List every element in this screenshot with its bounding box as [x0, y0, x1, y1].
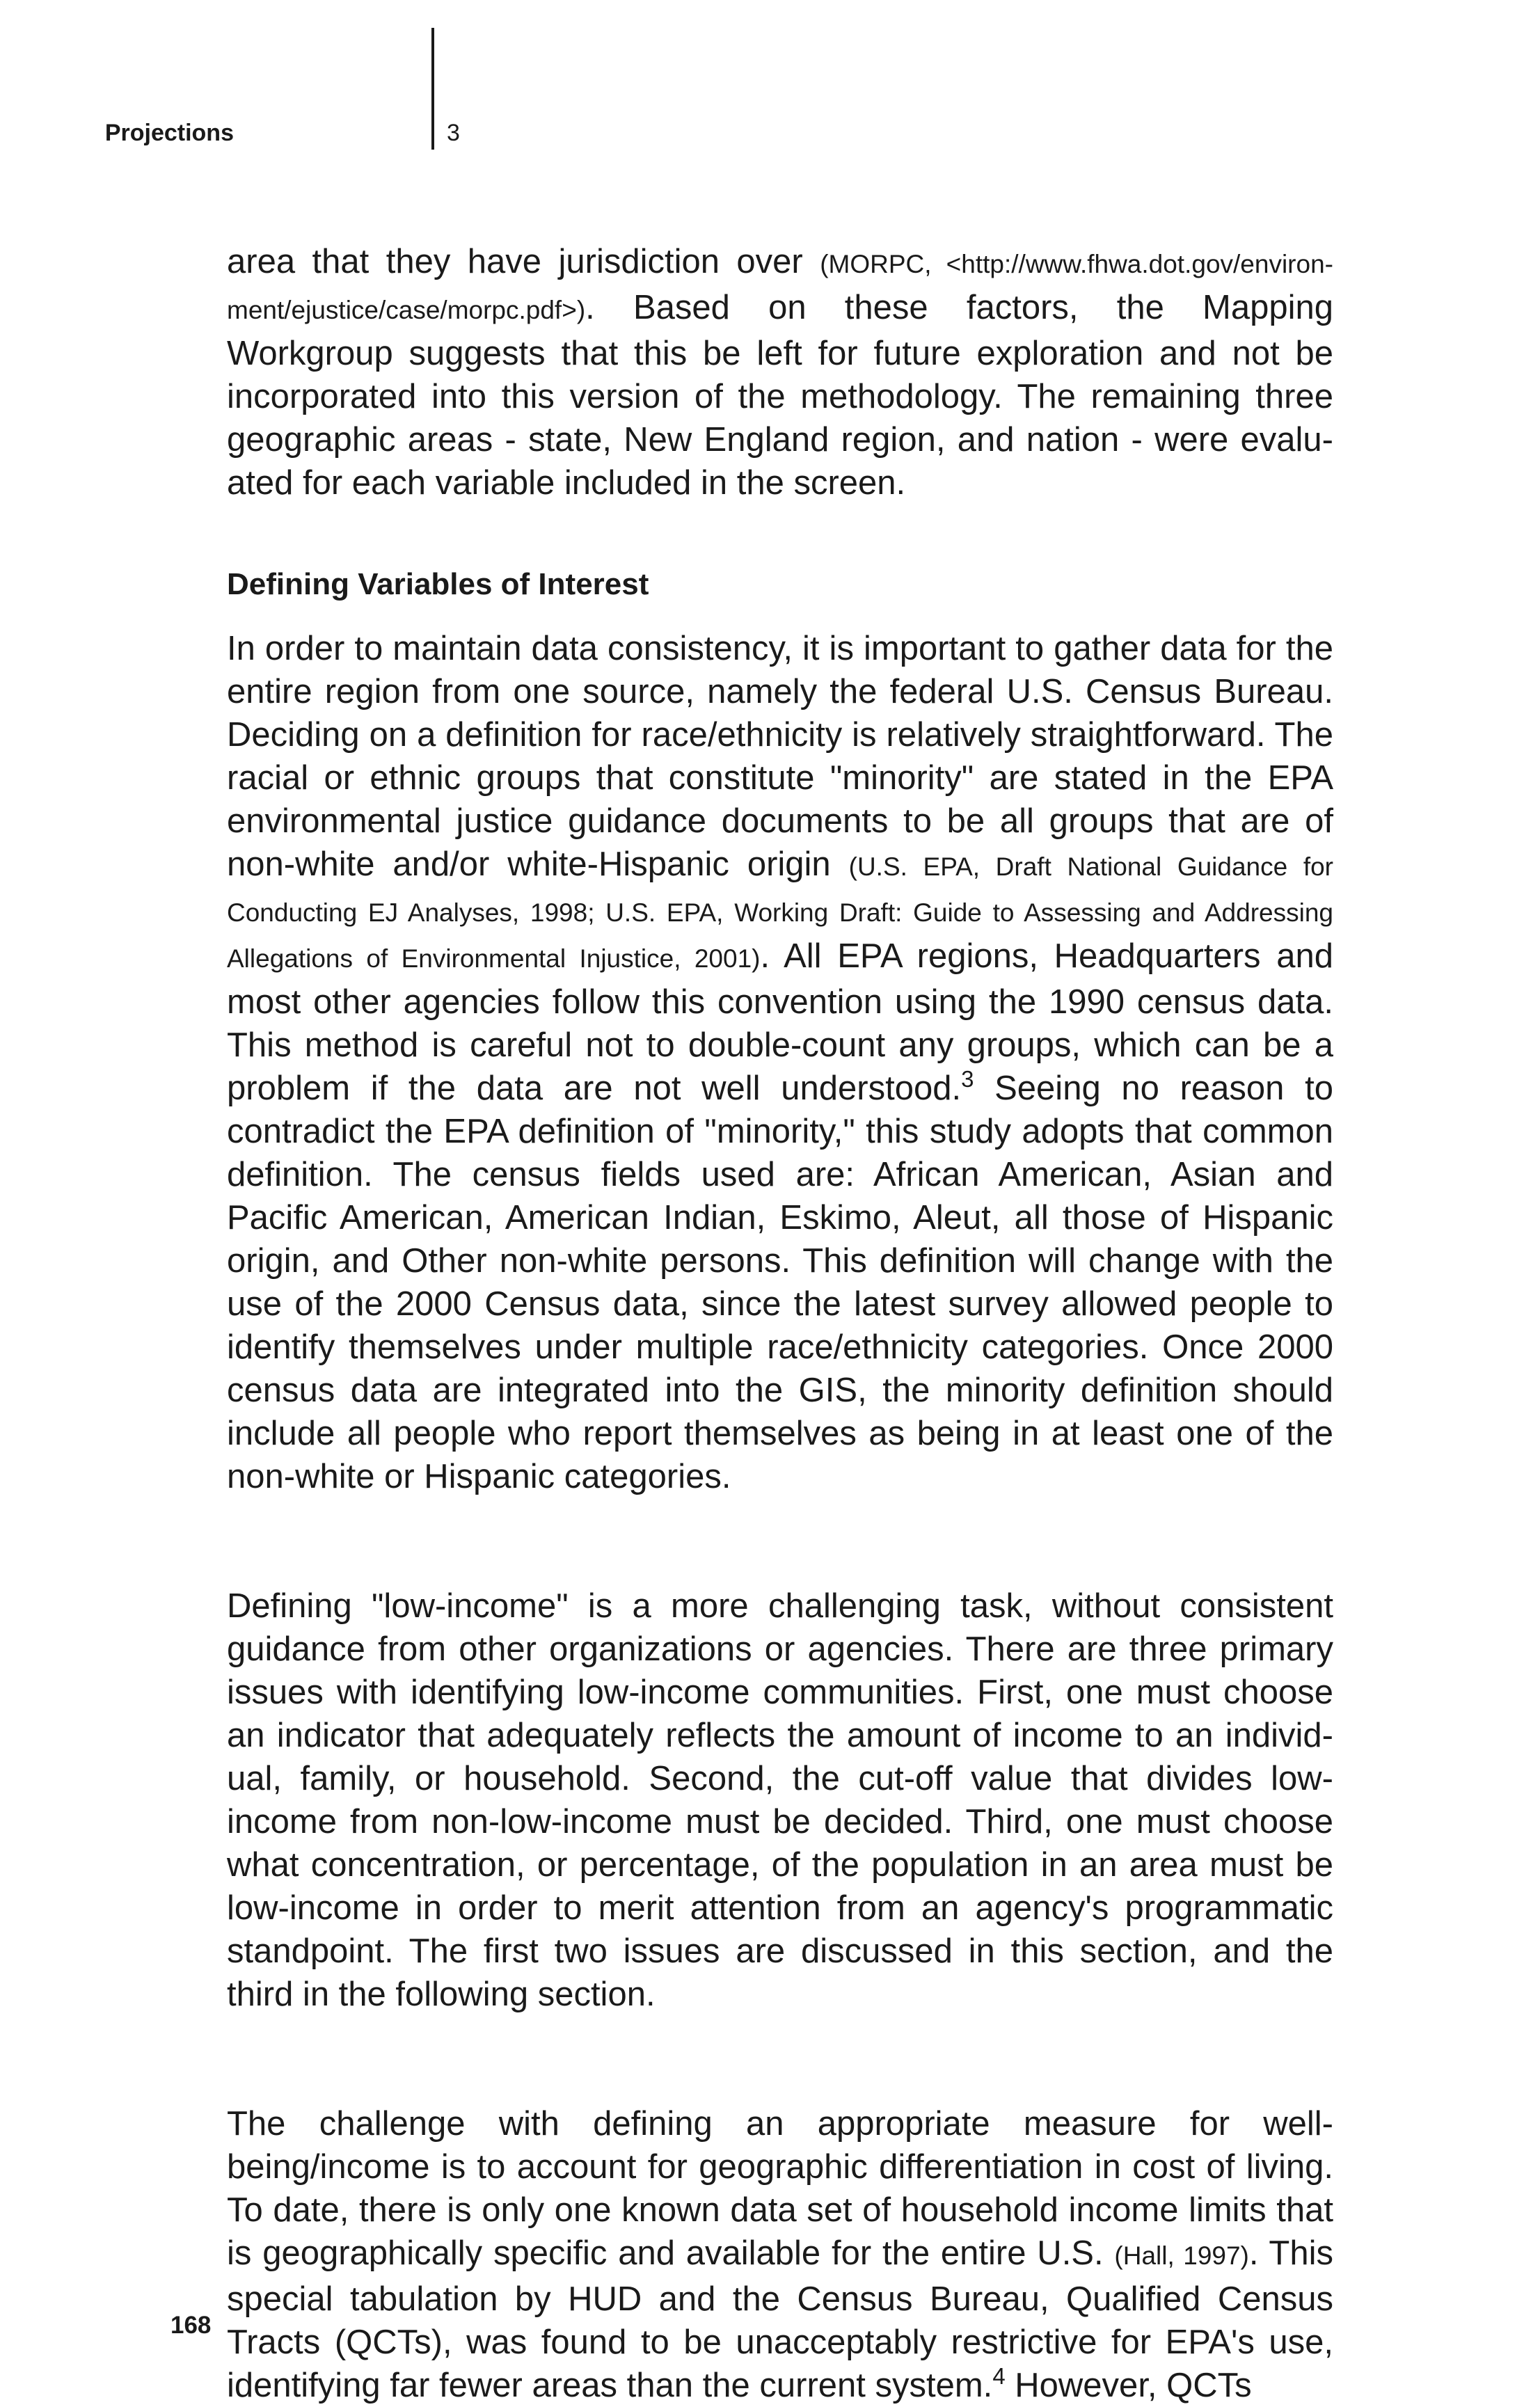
paragraph-text: However, QCTs [1005, 2367, 1252, 2404]
paragraph-text: In order to maintain data consistency, it is important to gather data for the entire region from one source, namely the federal U.S. Census Bureau. Deciding on a definition for race/ethnicity is relatively straightforward. The racial or ethnic groups that constitute "minority" are stated in the EPA environmental justice guidance documents to be all groups that are of non-white and/or white-Hispanic origin [227, 630, 1333, 883]
paragraph-text: . This special tabulation by HUD and the Census Bureau, Qualified Census Tracts (QCTs), was found to be unacceptably restrictive for EPA's use, identifying far fewer areas than the current system. [227, 2234, 1333, 2404]
paragraph-gap [227, 1498, 1333, 1584]
paragraph-gap [227, 2016, 1333, 2102]
citation-hall: (Hall, 1997) [1114, 2241, 1249, 2270]
citation-epa-guidance: (U.S. EPA, Draft National Guidance for Conducting EJ Analyses, 1998; U.S. EPA, Working Draft: Guide to Assessing and Addressing Allegations of Environmental Injustice, 2001) [227, 852, 1333, 973]
running-header-chapter-number: 3 [447, 120, 460, 146]
page-number: 168 [170, 2312, 212, 2339]
citation-morpc: (MORPC, <http://www.fhwa.dot.gov/environment/ejustice/case/morpc.pdf>) [227, 250, 1333, 324]
paragraph-minority-definition [227, 627, 1333, 1498]
paragraph-text: . Based on these factors, the Mapping Workgroup suggests that this be left for future exploration and not be incorporated into this version of the methodology. The remaining three geographic areas - state, New England region, and nation - were evaluated for each variable included in the screen. [227, 289, 1333, 502]
paragraph-low-income: Defining "low-income" is a more challenging task, without consistent guidance from other organizations or agencies. There are three primary issues with identifying low-income communities. First, one must choose an indicator that adequately reflects the amount of income to an individual, family, or household. Second, the cut-off value that divides low-income from non-low-income must be decided. Third, one must choose what concentration, or percentage, of the population in an area must be low-income in order to merit attention from an agency's programmatic standpoint. The first two issues are discussed in this section, and the third in the following section. [227, 1587, 1333, 2013]
header-divider-rule [431, 28, 434, 150]
paragraph-text: area that they have jurisdiction over [227, 243, 820, 280]
paragraph-income-measure [227, 2102, 1333, 2407]
section-heading: Defining Variables of Interest [227, 567, 649, 601]
footnote-marker-3: 3 [961, 1066, 974, 1092]
paragraph-jurisdiction [227, 240, 1333, 505]
footnote-marker-4: 4 [992, 2363, 1006, 2389]
paragraph-text: The challenge with defining an appropriate measure for well-being/income is to account for geographic differentiation in cost of living. To date, there is only one known data set of household income limits that is geographically specific and available for the entire U.S. [227, 2105, 1333, 2272]
paragraph-text: Seeing no reason to contradict the EPA definition of "minority," this study adopts that common definition. The census fields used are: African American, Asian and Pacific American, American Indian, Eskimo, Aleut, all those of Hispanic origin, and Other non-white persons. This definition will change with the use of the 2000 Census data, since the latest survey allowed people to identify themselves under multiple race/ethnicity categories. Once 2000 census data are integrated into the GIS, the minority definition should include all people who report themselves as being in at least one of the non-white or Hispanic categories. [227, 1070, 1333, 1495]
page-body [227, 240, 1333, 2407]
paragraph-text: . All EPA regions, Headquarters and most other agencies follow this convention using the 1990 census data. This method is careful not to double-count any groups, which can be a problem if the data are not well understood. [227, 937, 1333, 1107]
running-header-section-title: Projections [104, 120, 234, 146]
